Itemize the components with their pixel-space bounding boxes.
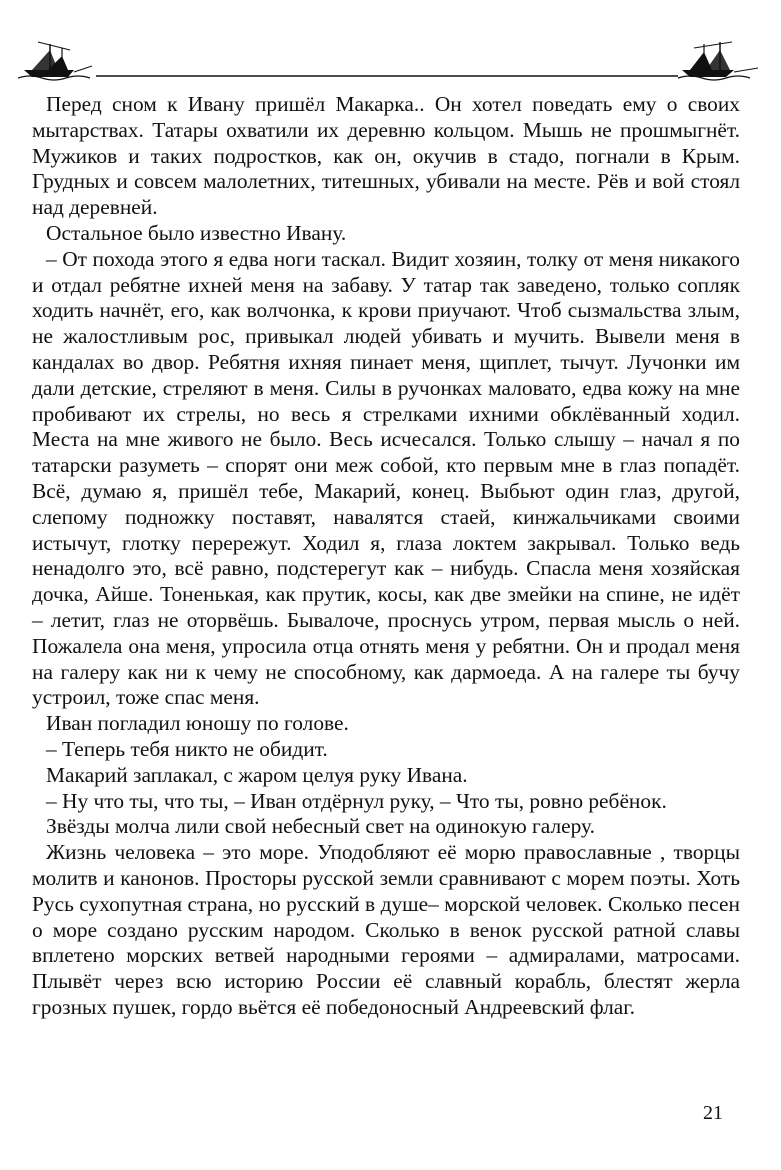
paragraph: Иван погладил юношу по голове. xyxy=(46,711,349,736)
page-body-text xyxy=(32,92,740,1021)
paragraph: Макарий заплакал, с жаром целуя руку Ивана. xyxy=(46,762,468,787)
paragraph: Звёзды молча лили свой небесный свет на одинокую галеру. xyxy=(46,814,595,839)
paragraph: – От похода этого я едва ноги таскал. Видит хозяин, толку от меня никакого и отдал ребятне ихней меня на забаву. У татар так заведено, только сопляк ходить начнёт, его, как волчонка, к крови приучают. Чтоб сызмальства злым, не жалостливым рос, привыкал людей убивать и мучить. Вывели меня в кандалах во двор. Ребятня ихняя пинает меня, щиплет, тычут. Лучонки им дали детские, стреляют в меня. Силы в ручонках маловато, едва кожу на мне пробивают их стрелы, но весь я стрелками ихними обклёванный ходил. Места на мне живого не было. Весь исчесался. Только слышу – начал я по татарски разуметь – спорят они меж собой, кто первым мне в глаз попадёт. Всё, думаю я, пришёл тебе, Макарий, конец. Выбьют один глаз, другой, слепому подножку поставят, навалятся стаей, кинжальчиками своими истычут, глотку перережут. Ходил я, глаза локтем закрывал. Только ведь ненадолго это, всё равно, подстерегут как – нибудь. Спасла меня хозяйская дочка, Айше. Тоненькая, как прутик, косы, как две змейки на спине, не идёт – летит, глаз не оторвёшь. Бывалоче, проснусь утром, первая мысль о ней. Пожалела она меня, упросила отца отнять меня у ребятни. Он и продал меня на галеру как ни к чему не способному, как дармоеда. А на галере ты бучу устроил, тоже спас меня. xyxy=(32,246,740,710)
paragraph: – Ну что ты, что ты, – Иван отдёрнул руку, – Что ты, ровно ребёнок. xyxy=(46,788,667,813)
paragraph: Остальное было известно Ивану. xyxy=(46,220,347,245)
ship-icon-right xyxy=(678,42,758,80)
page-header-ornament xyxy=(18,36,763,86)
page-number: 21 xyxy=(703,1102,723,1124)
header-rule-with-ships xyxy=(18,36,763,86)
paragraph: Жизнь человека – это море. Уподобляют её морю православные , творцы молитв и канонов. Просторы русской земли сравнивают с морем поэты. Хоть Русь сухопутная страна, но русский в душе– морской человек. Сколько песен о море создано русским народом. Сколько в венок русской ратной славы вплетено морских ветвей народными героями – адмиралами, матросами. Плывёт через всю историю России её славный корабль, блестят жерла грозных пушек, гордо вьётся её победоносный Андреевский флаг. xyxy=(32,840,740,1019)
paragraph: – Теперь тебя никто не обидит. xyxy=(46,736,328,761)
paragraph: Перед сном к Ивану пришёл Макарка.. Он хотел поведать ему о своих мытарствах. Татары охватили их деревню кольцом. Мышь не прошмыгнёт. Мужиков и таких подростков, как он, окучив в стадо, погнали в Крым. Грудных и совсем малолетних, титешных, убивали на месте. Рёв и вой стоял над деревней. xyxy=(32,92,740,220)
ship-icon-left xyxy=(18,42,92,80)
